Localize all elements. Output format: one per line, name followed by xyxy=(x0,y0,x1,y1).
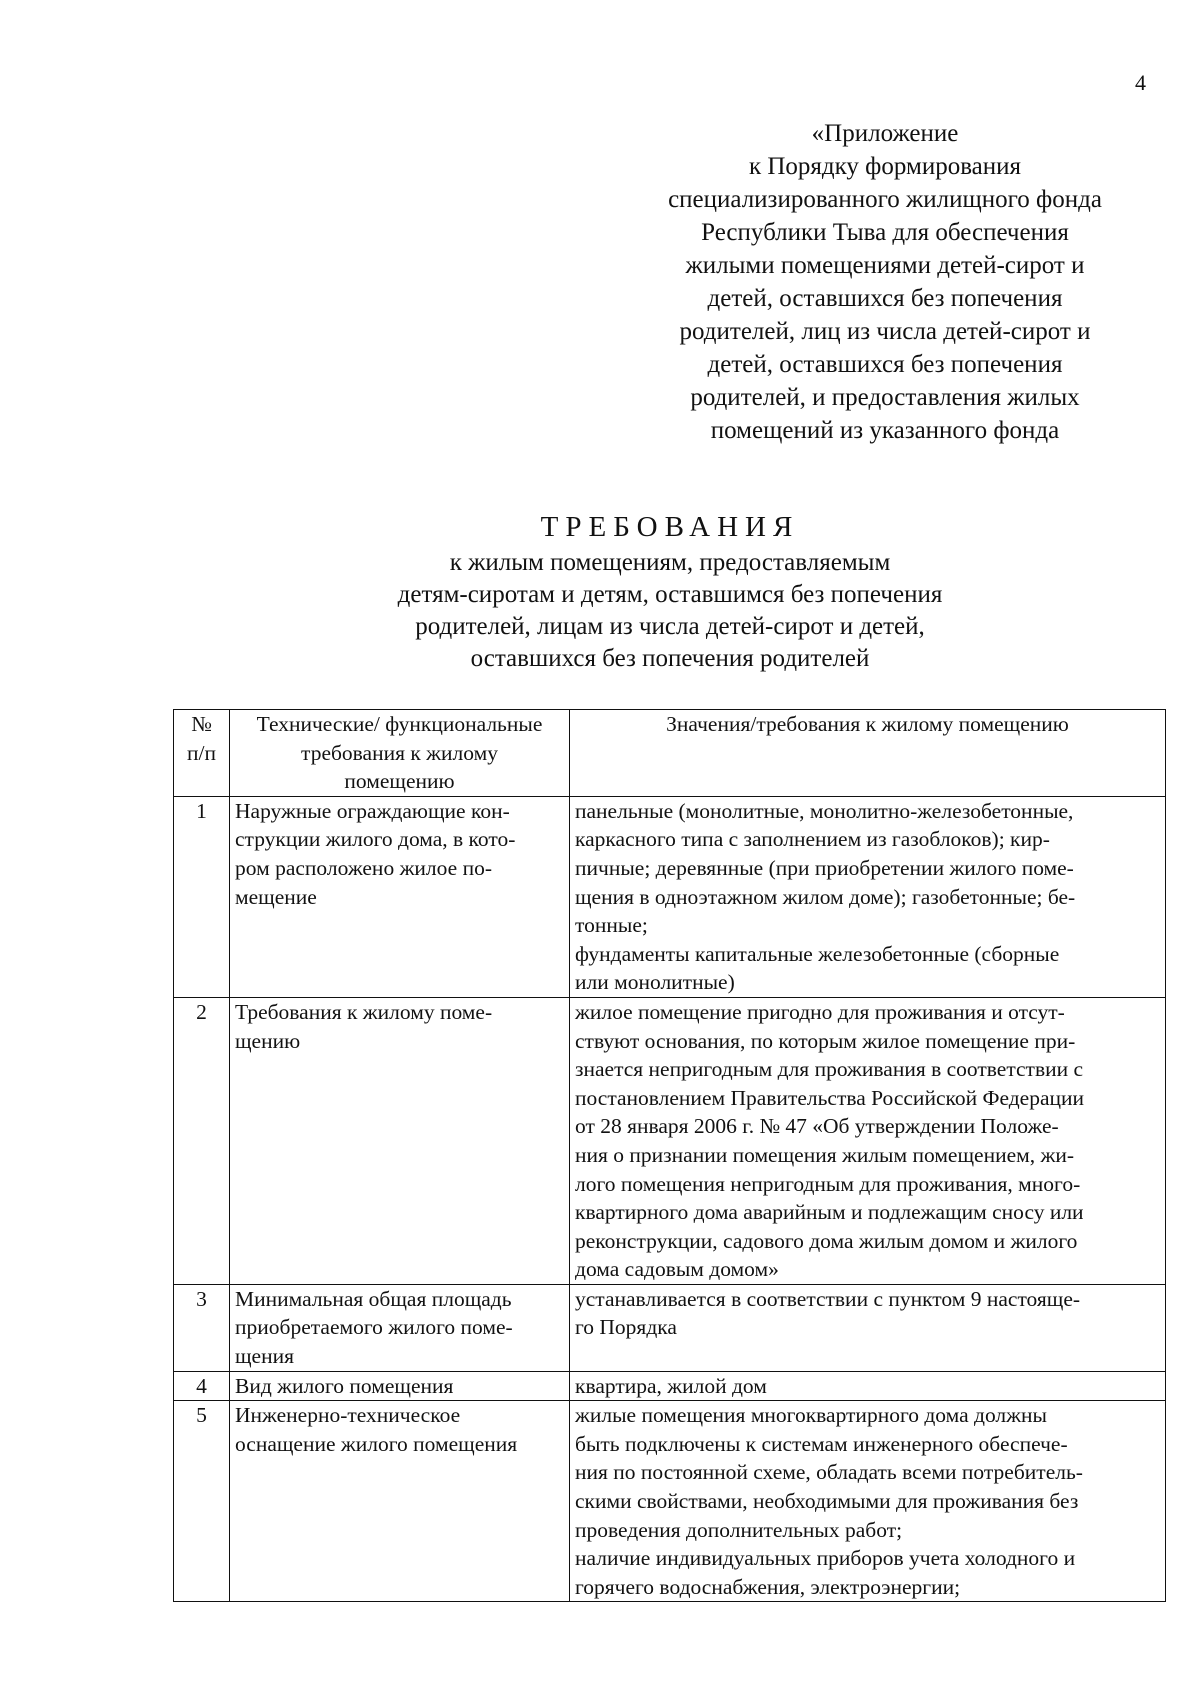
row-number: 2 xyxy=(174,997,230,1284)
header-line: помещению xyxy=(344,769,455,794)
cell-line: ния о признании помещения жилым помещением, жи- xyxy=(575,1142,1075,1167)
document-subtitle xyxy=(0,547,1200,675)
subtitle-line: к жилым помещениям, предоставляемым xyxy=(449,549,891,576)
header-line: № xyxy=(191,712,212,736)
cell-line: Наружные ограждающие кон- xyxy=(235,798,510,823)
requirements-table xyxy=(173,709,1166,1602)
cell-line: жилое помещение пригодно для проживания и отсут- xyxy=(575,999,1065,1024)
cell-line: оснащение жилого помещения xyxy=(235,1431,518,1456)
row-number: 5 xyxy=(174,1401,230,1602)
cell-line: постановлением Правительства Российской Федерации xyxy=(575,1085,1085,1110)
subtitle-line: оставшихся без попечения родителей xyxy=(470,645,870,672)
cell-line: квартирного дома аварийным и подлежащим сносу или xyxy=(575,1200,1084,1225)
appendix-line: детей, оставшихся без попечения xyxy=(707,285,1063,312)
cell-line: ния по постоянной схеме, обладать всеми потребитель- xyxy=(575,1460,1083,1485)
row-number: 4 xyxy=(174,1371,230,1401)
cell-line: приобретаемого жилого поме- xyxy=(235,1315,513,1340)
row-value xyxy=(570,997,1166,1284)
row-requirement xyxy=(230,1284,570,1371)
appendix-line: родителей, лиц из числа детей-сирот и xyxy=(679,318,1091,345)
row-value xyxy=(570,1371,1166,1401)
cell-line: го Порядка xyxy=(575,1315,677,1340)
cell-line: скими свойствами, необходимыми для проживания без xyxy=(575,1489,1079,1514)
cell-line: каркасного типа с заполнением из газоблоков); кир- xyxy=(575,827,1050,852)
appendix-line: жилыми помещениями детей-сирот и xyxy=(685,252,1085,279)
subtitle-line: детям-сиротам и детям, оставшимся без попечения xyxy=(397,581,943,608)
cell-line: ствуют основания, по которым жилое помещение при- xyxy=(575,1028,1076,1053)
header-num xyxy=(174,710,230,797)
header-requirement xyxy=(230,710,570,797)
subtitle-line: родителей, лицам из числа детей-сирот и детей, xyxy=(415,613,925,640)
header-line: Значения/требования к жилому помещению xyxy=(666,712,1069,736)
appendix-line: к Порядку формирования xyxy=(748,153,1022,180)
cell-line: ром расположено жилое по- xyxy=(235,855,493,880)
row-number: 3 xyxy=(174,1284,230,1371)
cell-line: струкции жилого дома, в кото- xyxy=(235,827,516,852)
header-value xyxy=(570,710,1166,797)
appendix-line: «Приложение xyxy=(811,120,959,147)
table-row xyxy=(174,1371,1166,1401)
cell-line: мещение xyxy=(235,884,317,909)
cell-line: знается непригодным для проживания в соответствии с xyxy=(575,1057,1084,1082)
table-row xyxy=(174,796,1166,997)
appendix-line: родителей, и предоставления жилых xyxy=(690,384,1080,411)
cell-line: горячего водоснабжения, электроэнергии; xyxy=(575,1574,961,1599)
row-value xyxy=(570,1401,1166,1602)
cell-line: от 28 января 2006 г. № 47 «Об утверждении Положе- xyxy=(575,1114,1059,1139)
cell-line: щению xyxy=(235,1028,301,1053)
table-row xyxy=(174,1401,1166,1602)
row-value xyxy=(570,796,1166,997)
cell-line: панельные (монолитные, монолитно-железобетонные, xyxy=(575,798,1074,823)
row-value xyxy=(570,1284,1166,1371)
row-requirement xyxy=(230,796,570,997)
header-line: Технические/ функциональные xyxy=(256,712,543,736)
page-number: 4 xyxy=(1135,70,1146,95)
cell-line: Минимальная общая площадь xyxy=(235,1286,512,1311)
cell-line: лого помещения непригодным для проживания, много- xyxy=(575,1171,1081,1196)
cell-line: дома садовым домом» xyxy=(575,1257,779,1282)
cell-line: Инженерно-техническое xyxy=(235,1403,461,1428)
appendix-line: специализированного жилищного фонда xyxy=(668,186,1102,213)
appendix-line: детей, оставшихся без попечения xyxy=(707,351,1063,378)
appendix-block xyxy=(605,117,1165,447)
header-line: п/п xyxy=(187,740,216,765)
table-row xyxy=(174,997,1166,1284)
table-row xyxy=(174,1284,1166,1371)
appendix-line: помещений из указанного фонда xyxy=(710,417,1060,444)
header-line: требования к жилому xyxy=(301,740,498,765)
cell-line: проведения дополнительных работ; xyxy=(575,1517,903,1542)
cell-line: жилые помещения многоквартирного дома должны xyxy=(575,1403,1047,1428)
cell-line: тонные; xyxy=(575,913,648,938)
row-requirement xyxy=(230,1371,570,1401)
cell-line: квартира, жилой дом xyxy=(575,1373,767,1398)
cell-line: щения xyxy=(235,1344,294,1369)
cell-line: Вид жилого помещения xyxy=(235,1373,454,1398)
row-number: 1 xyxy=(174,796,230,997)
document-title: ТРЕБОВАНИЯ xyxy=(540,511,800,543)
cell-line: наличие индивидуальных приборов учета холодного и xyxy=(575,1546,1076,1571)
cell-line: фундаменты капитальные железобетонные (сборные xyxy=(575,941,1060,966)
cell-line: устанавливается в соответствии с пунктом 9 настояще- xyxy=(575,1286,1081,1311)
cell-line: пичные; деревянные (при приобретении жилого поме- xyxy=(575,855,1074,880)
appendix-line: Республики Тыва для обеспечения xyxy=(701,219,1069,246)
cell-line: реконструкции, садового дома жилым домом и жилого xyxy=(575,1228,1078,1253)
table-header-row xyxy=(174,710,1166,797)
row-requirement xyxy=(230,997,570,1284)
cell-line: щения в одноэтажном жилом доме); газобетонные; бе- xyxy=(575,884,1076,909)
row-requirement xyxy=(230,1401,570,1602)
cell-line: или монолитные) xyxy=(575,970,735,995)
cell-line: быть подключены к системам инженерного обеспече- xyxy=(575,1431,1068,1456)
cell-line: Требования к жилому поме- xyxy=(235,999,493,1024)
